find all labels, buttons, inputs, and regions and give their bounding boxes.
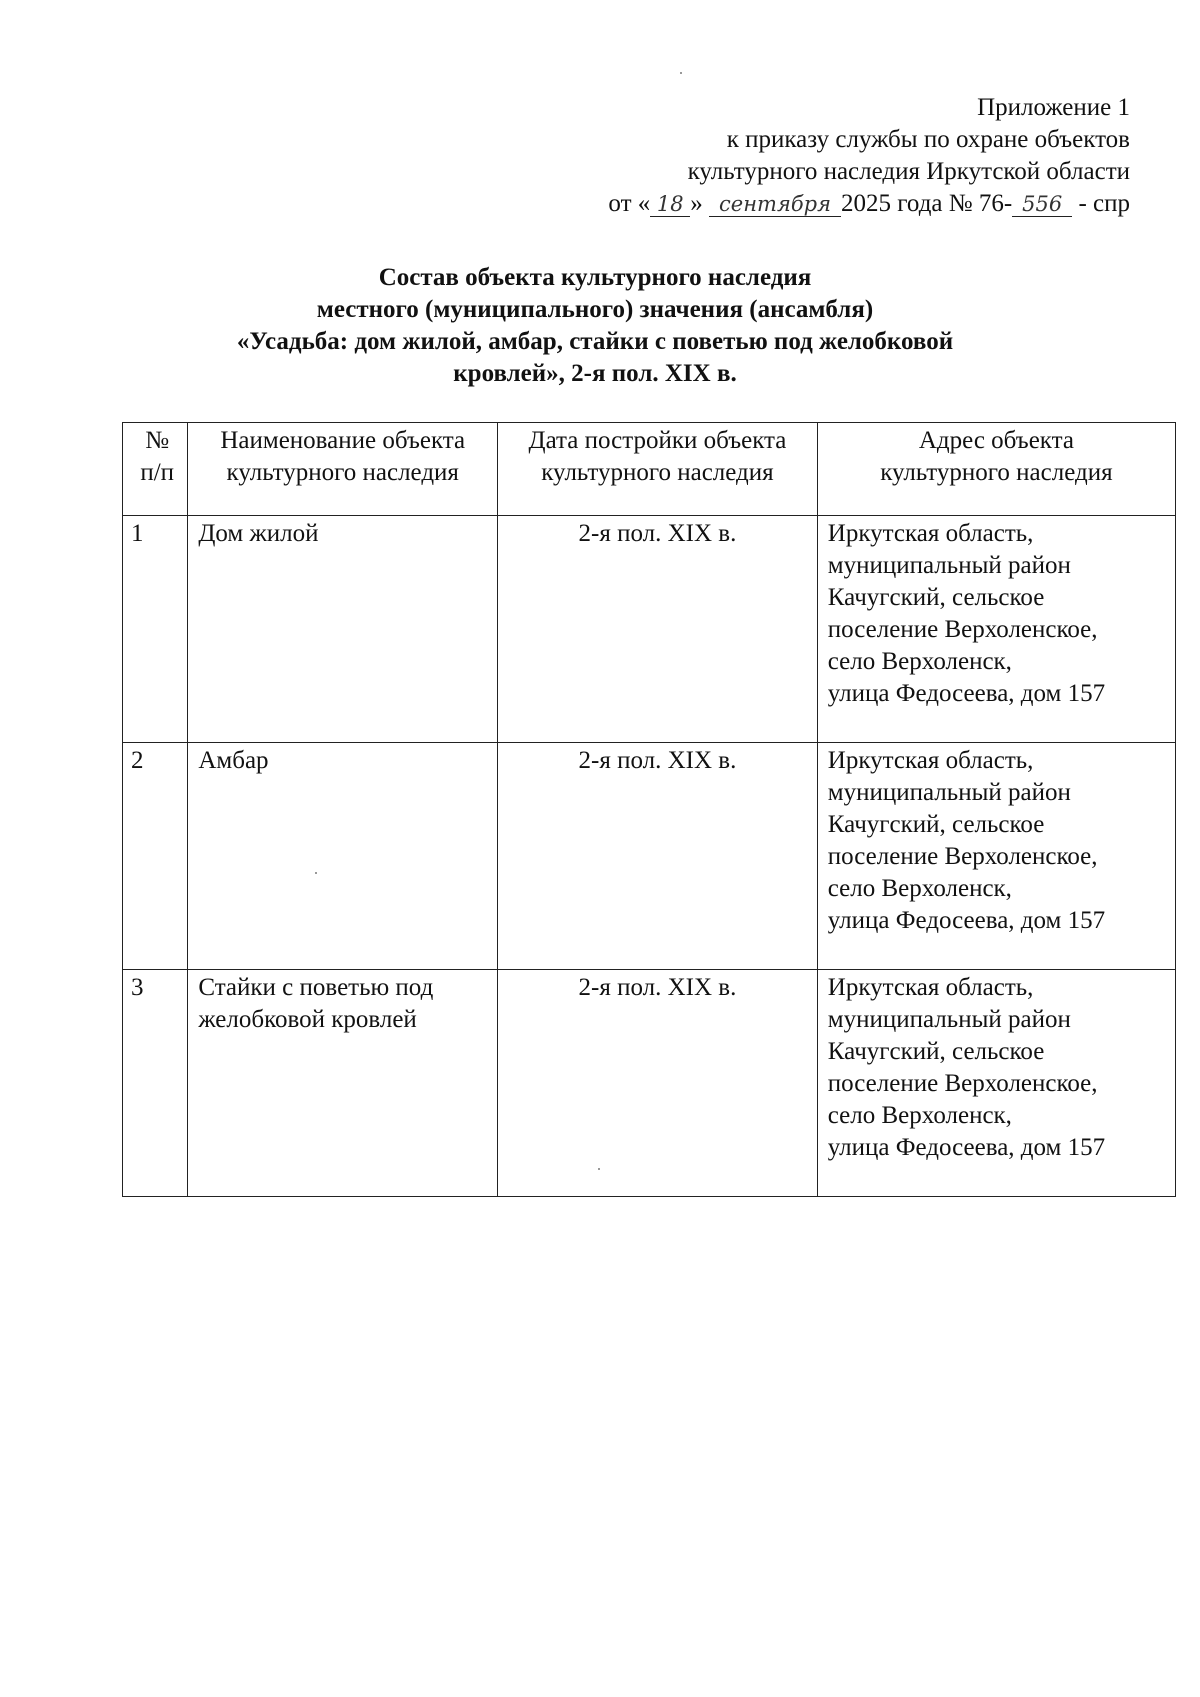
year-text: 2025 года № 76-	[841, 190, 1013, 217]
header-address-line: культурного наследия	[880, 459, 1113, 486]
object-name: Амбар	[188, 743, 498, 970]
address-line: село Верхоленск,	[827, 648, 1012, 675]
row-number: 1	[123, 516, 188, 743]
object-address	[817, 970, 1175, 1197]
object-name: Стайки с поветью под желобковой кровлей	[188, 970, 498, 1197]
address-line: Иркутская область,	[827, 520, 1034, 547]
object-address	[817, 743, 1175, 970]
date-mid: »	[690, 190, 703, 217]
address-line: Качугский, сельское	[827, 584, 1045, 611]
address-line: муниципальный район	[827, 779, 1071, 806]
address-line: село Верхоленск,	[827, 1102, 1012, 1129]
order-date-line	[490, 188, 1130, 220]
header-date	[498, 423, 818, 516]
header-name-line: Наименование объекта	[220, 427, 466, 454]
header-num	[123, 423, 188, 516]
order-reference: к приказу службы по охране объектов	[726, 126, 1130, 153]
address-line: село Верхоленск,	[827, 875, 1012, 902]
title-line: «Усадьба: дом жилой, амбар, стайки с поветью под желобковой	[236, 328, 954, 355]
table-header-row	[123, 423, 1176, 516]
header-date-line: Дата постройки объекта	[528, 427, 787, 454]
order-suffix: - спр	[1072, 190, 1130, 217]
address-line: Качугский, сельское	[827, 1038, 1045, 1065]
header-address-line: Адрес объекта	[918, 427, 1074, 454]
header-address	[817, 423, 1175, 516]
address-line: муниципальный район	[827, 1006, 1071, 1033]
table-row	[123, 743, 1176, 970]
handwritten-order-number: 556	[1012, 192, 1072, 217]
header-num-line: №	[145, 427, 170, 454]
table-row	[123, 970, 1176, 1197]
address-line: улица Федосеева, дом 157	[827, 680, 1106, 707]
title-line: местного (муниципального) значения (ансамбля)	[316, 296, 874, 323]
header-name-line: культурного наследия	[226, 459, 459, 486]
title-line: Состав объекта культурного наследия	[378, 264, 812, 291]
construction-date: 2-я пол. XIX в.	[498, 516, 818, 743]
address-line: поселение Верхоленское,	[827, 843, 1098, 870]
address-line: Качугский, сельское	[827, 811, 1045, 838]
appendix-label: Приложение 1	[977, 94, 1130, 121]
header-name	[188, 423, 498, 516]
construction-date: 2-я пол. XIX в.	[498, 743, 818, 970]
row-number: 2	[123, 743, 188, 970]
address-line: поселение Верхоленское,	[827, 616, 1098, 643]
scan-speck	[680, 72, 682, 74]
object-address	[817, 516, 1175, 743]
address-line: муниципальный район	[827, 552, 1071, 579]
address-line: поселение Верхоленское,	[827, 1070, 1098, 1097]
handwritten-day: 18	[650, 192, 690, 217]
address-line: улица Федосеева, дом 157	[827, 907, 1106, 934]
document-title	[110, 262, 1080, 390]
address-line: Иркутская область,	[827, 974, 1034, 1001]
heritage-objects-table	[122, 422, 1176, 1197]
address-line: улица Федосеева, дом 157	[827, 1134, 1106, 1161]
object-name: Дом жилой	[188, 516, 498, 743]
handwritten-month: сентября	[709, 192, 841, 217]
table-row	[123, 516, 1176, 743]
address-line: Иркутская область,	[827, 747, 1034, 774]
approval-block	[490, 92, 1130, 220]
row-number: 3	[123, 970, 188, 1197]
issuing-authority: культурного наследия Иркутской области	[687, 158, 1130, 185]
header-date-line: культурного наследия	[541, 459, 774, 486]
construction-date: 2-я пол. XIX в.	[498, 970, 818, 1197]
header-num-line: п/п	[140, 459, 175, 486]
title-line: кровлей», 2-я пол. XIX в.	[453, 360, 737, 387]
date-prefix: от «	[608, 190, 651, 217]
